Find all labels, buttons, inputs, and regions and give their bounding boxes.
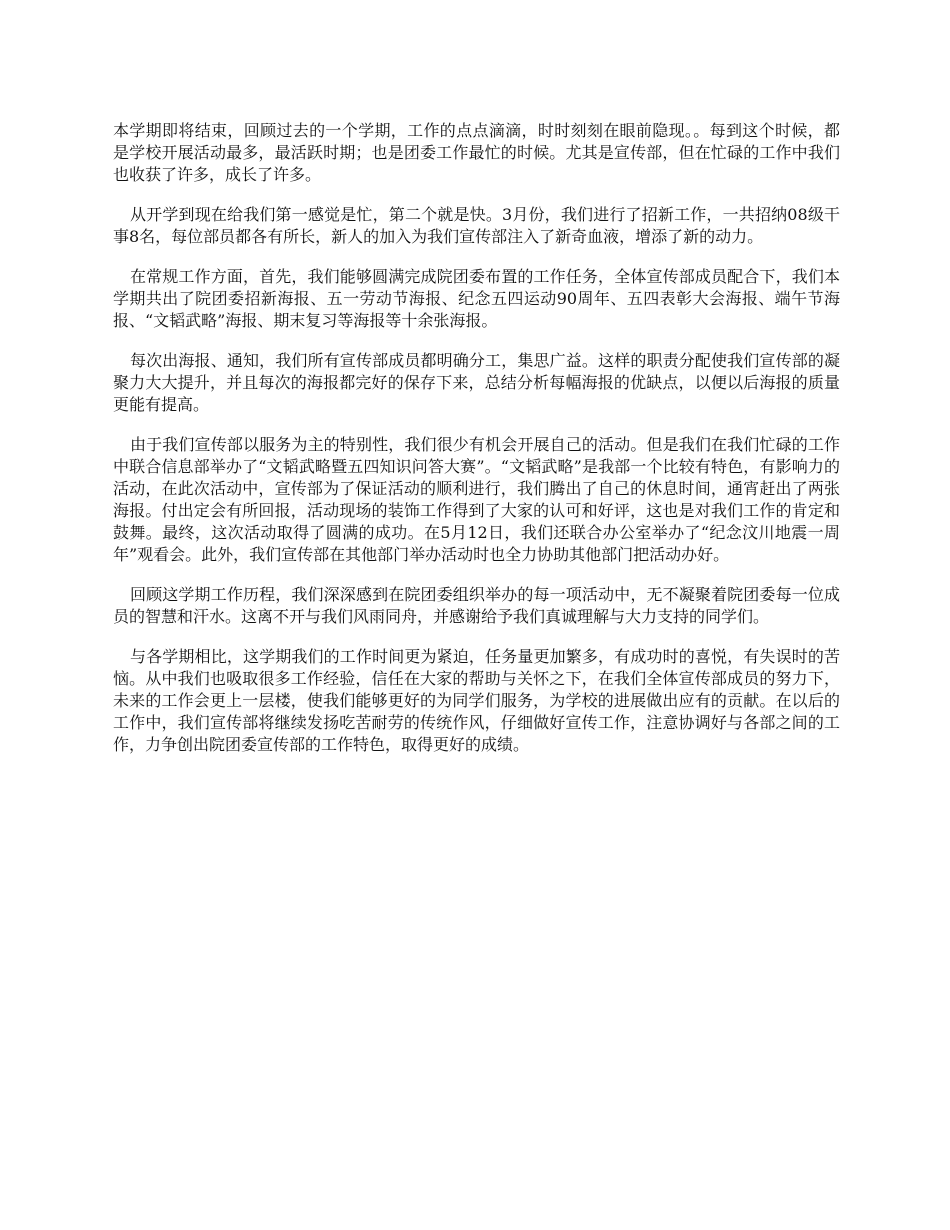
paragraph-outlook: 与各学期相比，这学期我们的工作时间更为紧迫，任务量更加繁多，有成功时的喜悦，有失误时的苦恼。从中我们也吸取很多工作经验，信任在大家的帮助与关怀之下，在我们全体宣传部成员的努力下，未来的工作会更上一层楼，使我们能够更好的为同学们服务，为学校的进展做出应有的贡献。在以后的工作中，我们宣传部将继续发扬吃苦耐劳的传统作风，仔细做好宣传工作，注意协调好与各部之间的工作，力争创出院团委宣传部的工作特色，取得更好的成绩。 bbox=[113, 647, 840, 754]
document-body bbox=[113, 120, 840, 774]
paragraph-intro: 本学期即将结束，回顾过去的一个学期，工作的点点滴滴，时时刻刻在眼前隐现。。每到这个时候，都是学校开展活动最多，最活跃时期；也是团委工作最忙的时候。尤其是宣传部，但在忙碌的工作中我们也收获了许多，成长了许多。 bbox=[113, 121, 840, 184]
paragraph-review: 回顾这学期工作历程，我们深深感到在院团委组织举办的每一项活动中，无不凝聚着院团委每一位成员的智慧和汗水。这离不开与我们风雨同舟，并感谢给予我们真诚理解与大力支持的同学们。 bbox=[113, 585, 840, 626]
paragraph-routine-work: 在常规工作方面，首先，我们能够圆满完成院团委布置的工作任务，全体宣传部成员配合下，我们本学期共出了院团委招新海报、五一劳动节海报、纪念五四运动90周年、五四表彰大会海报、端午节海报、“文韬武略”海报、期末复习等海报等十余张海报。 bbox=[113, 267, 840, 330]
paragraph-activities: 由于我们宣传部以服务为主的特别性，我们很少有机会开展自己的活动。但是我们在我们忙碌的工作中联合信息部举办了“文韬武略暨五四知识问答大赛”。“文韬武略”是我部一个比较有特色，有影响力的活动，在此次活动中，宣传部为了保证活动的顺利进行，我们腾出了自己的休息时间，通宵赶出了两张海报。付出定会有所回报，活动现场的装饰工作得到了大家的认可和好评，这也是对我们工作的肯定和鼓舞。最终，这次活动取得了圆满的成功。在5月12日，我们还联合办公室举办了“纪念汶川地震一周年”观看会。此外，我们宣传部在其他部门举办活动时也全力协助其他部门把活动办好。 bbox=[113, 435, 840, 564]
paragraph-division-of-labor: 每次出海报、通知，我们所有宣传部成员都明确分工，集思广益。这样的职责分配使我们宣传部的凝聚力大大提升，并且每次的海报都完好的保存下来，总结分析每幅海报的优缺点，以便以后海报的质量更能有提高。 bbox=[113, 351, 840, 414]
paragraph-recruitment: 从开学到现在给我们第一感觉是忙，第二个就是快。3月份，我们进行了招新工作，一共招纳08级干事8名，每位部员都各有所长，新人的加入为我们宣传部注入了新奇血液，增添了新的动力。 bbox=[113, 205, 840, 246]
